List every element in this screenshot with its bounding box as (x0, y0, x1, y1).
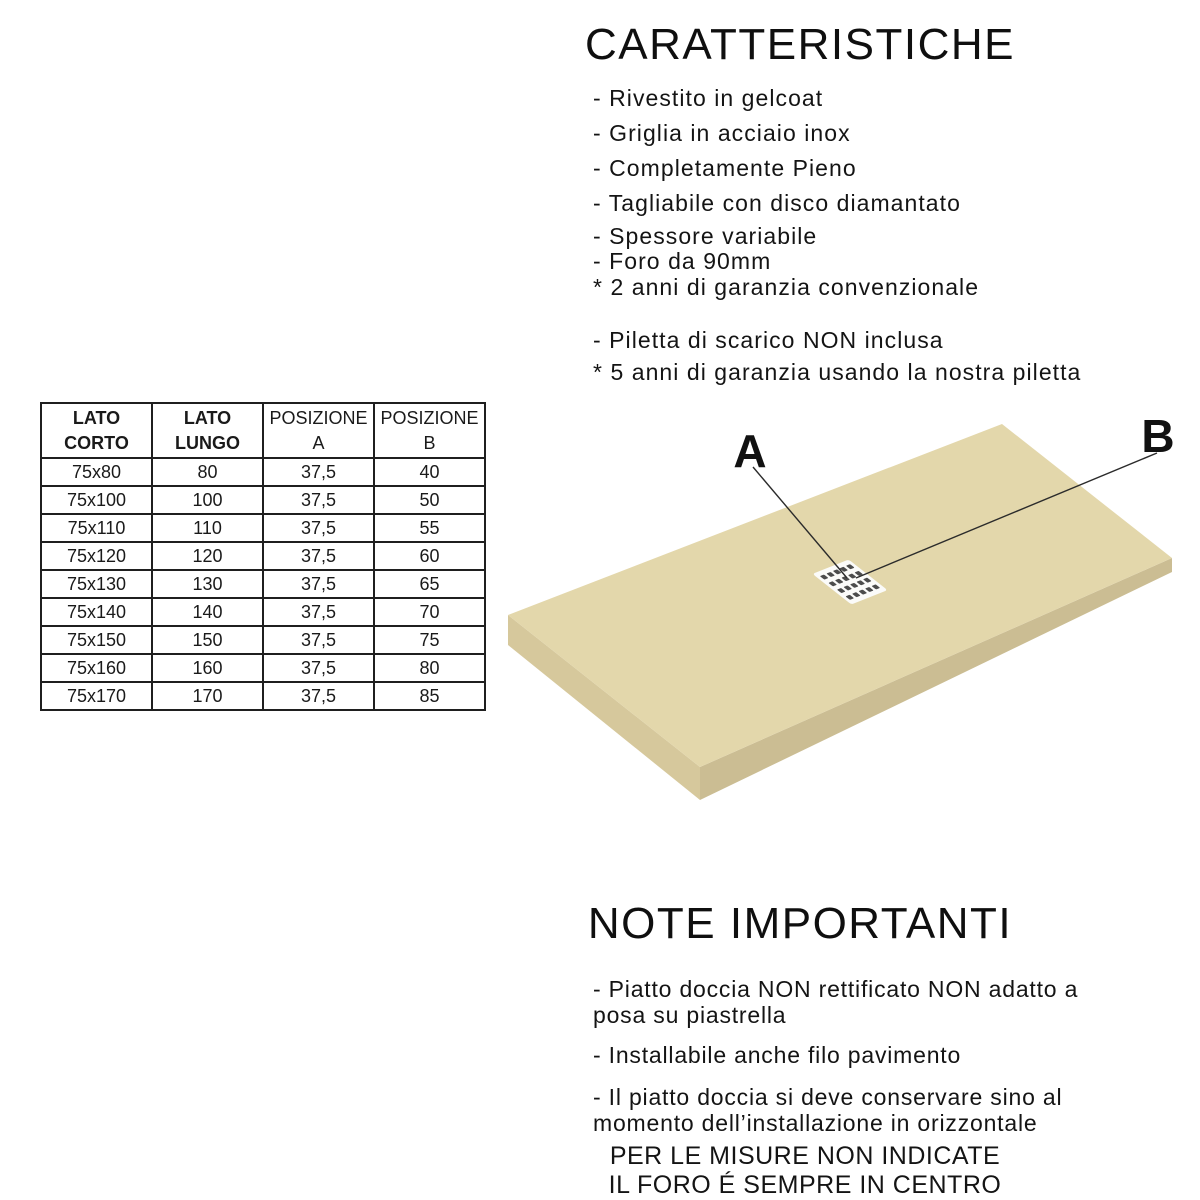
cell: 170 (152, 682, 263, 710)
cell: 55 (374, 514, 485, 542)
table-row (41, 682, 485, 710)
header-line: CORTO (64, 432, 129, 453)
table-row (41, 458, 485, 486)
cell: 37,5 (263, 542, 374, 570)
cell: 75x170 (41, 682, 152, 710)
feature-item: - Piletta di scarico NON inclusa (593, 327, 944, 353)
cell: 65 (374, 570, 485, 598)
size-table (40, 402, 486, 711)
cell: 75 (374, 626, 485, 654)
note-line: - Piatto doccia NON rettificato NON adatto a (593, 976, 1079, 1002)
cell: 85 (374, 682, 485, 710)
table-row (41, 654, 485, 682)
cell: 80 (152, 458, 263, 486)
center-drain-note (555, 1142, 1055, 1200)
feature-item: - Foro da 90mm (593, 248, 772, 274)
table-row (41, 598, 485, 626)
shower-tray-diagram (500, 405, 1200, 825)
cell: 75x80 (41, 458, 152, 486)
cell: 70 (374, 598, 485, 626)
col-header-lato-corto (41, 403, 152, 458)
feature-item: - Griglia in acciaio inox (593, 120, 851, 146)
feature-item: * 2 anni di garanzia convenzionale (593, 274, 980, 300)
header-line: LATO (183, 407, 232, 428)
header-line: A (312, 432, 325, 453)
cell: 75x130 (41, 570, 152, 598)
table-row (41, 542, 485, 570)
cell: 37,5 (263, 598, 374, 626)
cell: 100 (152, 486, 263, 514)
feature-item: - Rivestito in gelcoat (593, 85, 824, 111)
feature-item: - Completamente Pieno (593, 155, 857, 181)
footer-line: PER LE MISURE NON INDICATE (609, 1142, 1001, 1170)
label-a: A (733, 425, 767, 477)
caratteristiche-list (593, 86, 979, 299)
cell: 37,5 (263, 514, 374, 542)
feature-item: * 5 anni di garanzia usando la nostra piletta (593, 359, 1082, 385)
cell: 75x150 (41, 626, 152, 654)
feature-item: - Tagliabile con disco diamantato (593, 190, 961, 216)
cell: 50 (374, 486, 485, 514)
note-line: momento dell’installazione in orizzontale (593, 1110, 1038, 1136)
header-line: POSIZIONE (269, 407, 368, 428)
cell: 37,5 (263, 570, 374, 598)
cell: 110 (152, 514, 263, 542)
cell: 160 (152, 654, 263, 682)
caratteristiche-list-2 (593, 328, 1081, 392)
table-row (41, 514, 485, 542)
note-line: - Il piatto doccia si deve conservare sino al (593, 1084, 1063, 1110)
cell: 75x110 (41, 514, 152, 542)
note-item (593, 1042, 961, 1068)
cell: 37,5 (263, 654, 374, 682)
cell: 130 (152, 570, 263, 598)
cell: 40 (374, 458, 485, 486)
label-b: B (1141, 410, 1175, 462)
footer-line: IL FORO É SEMPRE IN CENTRO (608, 1171, 1002, 1199)
col-header-posizione-b (374, 403, 485, 458)
cell: 60 (374, 542, 485, 570)
cell: 37,5 (263, 486, 374, 514)
size-table-header-row (41, 403, 485, 458)
cell: 37,5 (263, 458, 374, 486)
note-line: posa su piastrella (593, 1002, 787, 1028)
table-row (41, 570, 485, 598)
note-importanti-title: NOTE IMPORTANTI (587, 899, 1013, 948)
header-line: B (423, 432, 436, 453)
cell: 120 (152, 542, 263, 570)
caratteristiche-title: CARATTERISTICHE (585, 20, 1015, 69)
feature-item: - Spessore variabile (593, 223, 818, 249)
table-row (41, 626, 485, 654)
note-item (593, 976, 1078, 1028)
note-line: - Installabile anche filo pavimento (593, 1042, 962, 1068)
header-line: LUNGO (175, 432, 240, 453)
col-header-lato-lungo (152, 403, 263, 458)
table-row (41, 486, 485, 514)
cell: 75x160 (41, 654, 152, 682)
cell: 75x100 (41, 486, 152, 514)
cell: 140 (152, 598, 263, 626)
cell: 150 (152, 626, 263, 654)
col-header-posizione-a (263, 403, 374, 458)
cell: 37,5 (263, 682, 374, 710)
cell: 75x140 (41, 598, 152, 626)
header-line: POSIZIONE (380, 407, 479, 428)
header-line: LATO (72, 407, 121, 428)
cell: 37,5 (263, 626, 374, 654)
cell: 75x120 (41, 542, 152, 570)
cell: 80 (374, 654, 485, 682)
note-item (593, 1084, 1062, 1136)
